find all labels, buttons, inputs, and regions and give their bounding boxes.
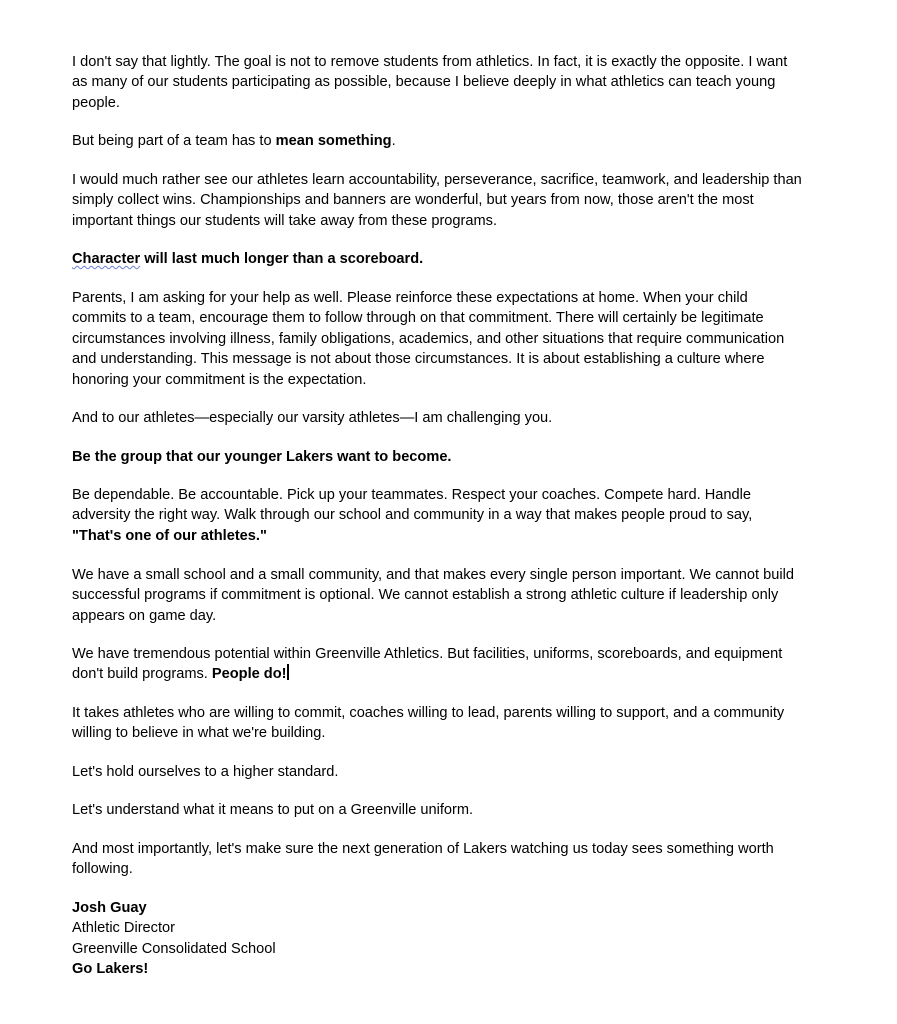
paragraph-parents[interactable]: Parents, I am asking for your help as well. Please reinforce these expectations at home. When your child commits to a team, encourage them to follow through on that commitment. There will certainly be legitimate circumstances involving illness, family obligations, academics, and other situations that require communication and understanding. This message is not about those circumstances. It is about establishing a culture where honoring your commitment is the expectation. bbox=[72, 290, 785, 388]
text-run: But being part of a team has to bbox=[72, 133, 276, 149]
paragraph-it-takes[interactable]: It takes athletes who are willing to commit, coaches willing to lead, parents willing to support, and a community willing to believe in what we're building. bbox=[72, 705, 785, 742]
signature-name: Josh Guay bbox=[72, 900, 147, 916]
bold-text-run: mean something bbox=[275, 133, 392, 149]
signature-school: Greenville Consolidated School bbox=[72, 940, 276, 957]
bold-text-run: will last much longer than a scoreboard. bbox=[140, 251, 424, 267]
text-cursor bbox=[287, 664, 289, 680]
text-run: . bbox=[391, 133, 396, 149]
paragraph-purpose[interactable]: I don't say that lightly. The goal is not to remove students from athletics. In fact, it is exactly the opposite. I want as many of our students participating as possible, because I believe deeply in what athletics can teach young people. bbox=[72, 54, 788, 111]
bold-text-run: People do! bbox=[211, 666, 287, 683]
bold-text-run: "That's one of our athletes." bbox=[72, 527, 267, 544]
paragraph-accountability[interactable]: I would much rather see our athletes learn accountability, perseverance, sacrifice, teamwork, and leadership than simply collect wins. Championships and banners are wonderful, but years from now, those aren't the most important things our students will take away from these programs. bbox=[72, 172, 802, 229]
paragraph-next-generation[interactable]: And most importantly, let's make sure the next generation of Lakers watching us today sees something worth following. bbox=[72, 841, 774, 878]
paragraph-athletes-challenge[interactable]: And to our athletes—especially our varsity athletes—I am challenging you. bbox=[72, 410, 553, 426]
paragraph-higher-standard[interactable]: Let's hold ourselves to a higher standard. bbox=[72, 764, 339, 780]
signature-closing: Go Lakers! bbox=[72, 961, 149, 978]
text-run: Be dependable. Be accountable. Pick up your teammates. Respect your coaches. Compete hard. Handle adversity the right way. Walk through our school and community in a way that makes people proud to say, bbox=[72, 487, 753, 524]
paragraph-be-dependable[interactable] bbox=[72, 485, 802, 546]
paragraph-mean-something[interactable] bbox=[72, 131, 802, 151]
paragraph-small-school[interactable]: We have a small school and a small community, and that makes every single person important. We cannot build successful programs if commitment is optional. We cannot establish a strong athletic culture if leadership only appears on game day. bbox=[72, 567, 794, 624]
text-run: We have tremendous potential within Greenville Athletics. But facilities, uniforms, scoreboards, and equipment don't build programs. bbox=[72, 646, 783, 683]
signature-title: Athletic Director bbox=[72, 920, 175, 937]
paragraph-character[interactable] bbox=[72, 249, 802, 269]
spellcheck-flagged-word[interactable]: Character bbox=[72, 251, 141, 267]
paragraph-be-the-group[interactable]: Be the group that our younger Lakers want to become. bbox=[72, 449, 452, 465]
signature-block[interactable] bbox=[72, 898, 802, 980]
paragraph-uniform[interactable]: Let's understand what it means to put on a Greenville uniform. bbox=[72, 802, 474, 818]
paragraph-potential[interactable] bbox=[72, 644, 802, 685]
